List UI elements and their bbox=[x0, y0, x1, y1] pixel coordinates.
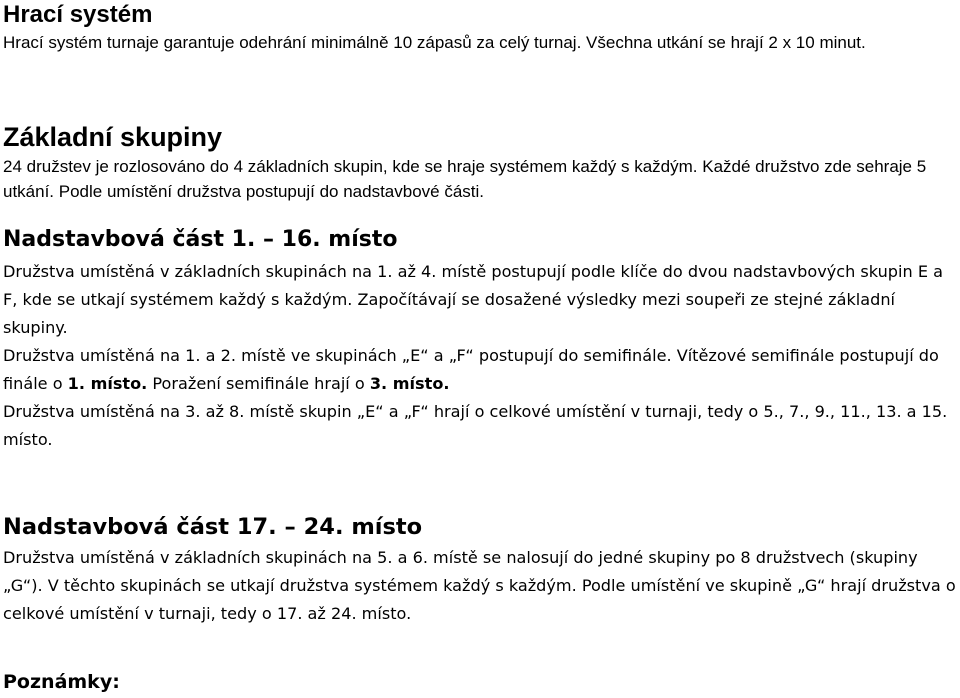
losers-text: Poražení semifinále hrají o bbox=[147, 374, 370, 393]
section-poznamky bbox=[3, 668, 603, 696]
section-hraci-system bbox=[3, 0, 953, 55]
paragraph-nadstavba-17-24: Družstva umístěná v základních skupinách na 5. a 6. místě se nalosují do jedné skupiny po 8 družstvech (skupiny „G“). V těchto skupinách se utkají družstva systémem každý s každým. Podle umístění ve skupině „G“ hrají družstva o celkové umístění v turnaji, tedy o 17. až 24. místo. bbox=[3, 548, 956, 623]
section-zakladni-skupiny bbox=[3, 120, 953, 204]
section-nadstavba-1-16 bbox=[3, 222, 958, 454]
heading-hraci-system: Hrací systém bbox=[3, 1, 153, 28]
paragraph-nadstavba-1-16-placement: Družstva umístěná na 3. až 8. místě skupin „E“ a „F“ hrají o celkové umístění v turnaji, tedy o 5., 7., 9., 11., 13. a 15. místo. bbox=[3, 402, 948, 449]
heading-nadstavba-1-16: Nadstavbová část 1. – 16. místo bbox=[3, 227, 398, 252]
third-place: 3. místo. bbox=[369, 374, 450, 393]
heading-poznamky: Poznámky: bbox=[3, 671, 120, 693]
paragraph-hraci-system: Hrací systém turnaje garantuje odehrání minimálně 10 zápasů za celý turnaj. Všechna utkání se hrají 2 x 10 minut. bbox=[3, 33, 866, 52]
paragraph-nadstavba-1-16-semifinale bbox=[3, 342, 958, 398]
finale-place: 1. místo. bbox=[67, 374, 148, 393]
heading-nadstavba-17-24: Nadstavbová část 17. – 24. místo bbox=[3, 514, 423, 540]
semifinale-text: Družstva umístěná na 1. a 2. místě ve skupinách „E“ a „F“ postupují do semifinále. Vítězové semifinále postupují do finále o bbox=[3, 346, 939, 393]
section-nadstavba-17-24 bbox=[3, 510, 958, 628]
paragraph-nadstavba-1-16-intro: Družstva umístěná v základních skupinách na 1. až 4. místě postupují podle klíče do dvou nadstavbových skupin E a F, kde se utkají systémem každý s každým. Započítávají se dosažené výsledky mezi soupeři ze stejné základní skupiny. bbox=[3, 262, 943, 337]
paragraph-zakladni-skupiny: 24 družstev je rozlosováno do 4 základních skupin, kde se hraje systémem každý s každým. Každé družstvo zde sehraje 5 utkání. Podle umístění družstva postupují do nadstavbové části. bbox=[3, 157, 927, 201]
heading-zakladni-skupiny: Základní skupiny bbox=[3, 122, 223, 152]
